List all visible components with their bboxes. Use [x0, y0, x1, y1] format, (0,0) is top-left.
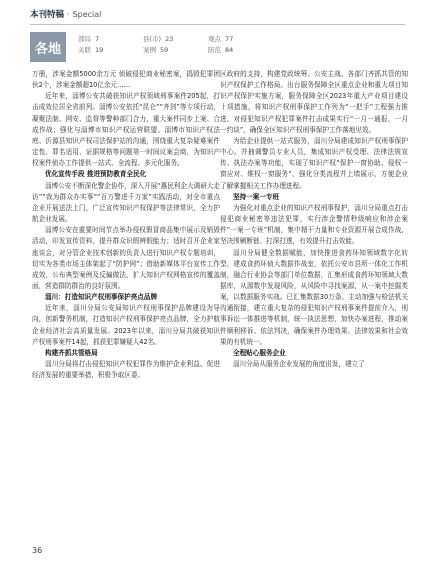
stats-row: [78, 45, 273, 56]
body-paragraph: 淄川分局将打击侵犯知识产权犯罪作为维护企业利益、促进经济发展的重要举措，积极争取区委、: [32, 360, 220, 380]
brand-chinese: 本刊特稿: [30, 10, 65, 20]
stat-item: [208, 34, 273, 45]
stat-item: [143, 34, 208, 45]
brand-english: Special: [72, 10, 102, 19]
stat-label: 观点: [208, 35, 221, 43]
brand-separator: ·: [67, 10, 70, 19]
section-subheading: 构建齐抓共管格局: [45, 348, 98, 357]
page-header: [30, 8, 405, 57]
body-paragraph: 近年来，淄博公安共破获知识产权领域刑事案件205起，打击成效位居全省前列。淄博公安依托“昆仑”“齐剑”等专项行动，凝聚法制、网安、监督等警种部门合力，重大案件同步上案、合成作战；强化与淄博市知识产权运营联盟、淄博市知识产权法庭、沂源县知识产权司法保护站的沟通，围绕重大复杂疑难案件定性、罪名适用、证据规格等问题第一时间议案会商，为知识产权案件侦办工作提供一站式、全流程、多元化服务。: [32, 92, 220, 168]
stat-value: 23: [165, 35, 174, 43]
body-paragraph: 区政府的支持，构建党政统筹、公安主战、各部门齐抓共管的知识产权保护工作格局。出台服务保障全区重点企业和重大项目知识产权保护实施方案，服务保障全区2023年重大产业项目建设十项措施，将知识产权刑事保护工作列为“一把手”工程强力推进，对侵犯知识产权犯罪案件打击成果实行“一月一通报，一月一约谈”，确保全区知识产权刑事保护工作落地见效。: [220, 70, 408, 134]
section-brand: [30, 8, 405, 20]
body-paragraph: 淄川分局健全数据赋能，加快推进食药环知领域数字化转型，建成食药环侦大数据作战室，依托公安市县所一体化工作机制，融合行业协会等部门单位数据，汇集形成食药环知领域大数据库，从源数中发现风险，从风险中寻找案源，从一案中挖掘类案，以数据服务实战。已汇集数据30万条。主动加强与检法机关沟通衔接，建立重大复杂的侵犯知识产权刑事案件提前介入，刑事诉讼一体推进等机制，统一执法思想，加快办案进程，推动案件顺利移诉、依法判决，确保案件办理效果、法律效果和社会效果的有机统一。: [220, 248, 408, 346]
region-stats: [78, 34, 273, 56]
stat-label: 关联: [78, 46, 91, 54]
section-subheading: 优化宣传手段 推进预防教育全民化: [45, 170, 147, 179]
stat-value: 84: [225, 46, 234, 54]
body-paragraph: 万册，涉案金额5000余万元 侦破侵犯商业秘密案，捣毁犯罪团伙2个，涉案金额超10亿余元……: [32, 70, 220, 90]
stat-label: 县(市): [143, 35, 162, 43]
stat-label: 部局: [78, 35, 91, 43]
stats-row: [78, 34, 273, 45]
body-paragraph: 淄博公安在重要时间节点举办侵权假冒商品集中展示及销毁活动，印发宣传资料，提升群众识假辨假能力；适时召开企业家座谈会，对分管企业技术创新的负责人进行知识产权专题培训，切实为各类市场主体架起了“防护网”；借助新媒体平台宣传工作成效，公布典型案例及反骗做法，扩大知识产权网格宣传的覆盖面，营造群防群治的良好氛围。: [32, 226, 220, 290]
body-paragraph: 为给企业提供一站式服务，淄川分局建成知识产权刑事保护中心。并抽调警员专业人员，集成知识产权受理、法律法规宣传、执法办案等功能，实现了知识产权“保护一窗协助、侵权一窗应对、维权一窗服务”，强化分类流程并上墙展示，方便企业了解掌握相关工作办理进程。: [220, 136, 408, 190]
stat-label: 防范: [208, 46, 221, 54]
section-subheading: 淄川：打造知识产权刑事保护亮点品牌: [45, 293, 158, 302]
right-column: [220, 69, 408, 370]
body-paragraph: 淄川分局从服务企业发展的角度出发，建立了: [233, 360, 365, 369]
body-paragraph: 淄博公安不断深化警企协作，深入开展“惠民利企大调研大走访”“我为群众办实事”“百万警进千万家”实践活动，对全市重点企业开展送法上门，广泛宣传知识产权保护等法律常识，全力护航企业发展。: [32, 181, 220, 224]
header-divider: [30, 24, 405, 25]
stat-item: [78, 34, 143, 45]
stat-value: 19: [95, 46, 104, 54]
body-paragraph: 为强化对重点企业的知识产权刑事保护，淄川分局重点打击侵犯商业秘密等违法犯罪，实行涉企警情秒级响应和涉企案件“一案一专班”机制，集中精干力量和专业资源开展合成作战，坚决围剿断链、打深打透，有效提升打击效能。: [220, 203, 408, 246]
stat-item: [143, 45, 208, 56]
left-column: [32, 69, 220, 381]
stat-label: 案例: [143, 46, 156, 54]
stat-item: [78, 45, 143, 56]
stat-value: 77: [225, 35, 234, 43]
region-label: 各地: [30, 32, 66, 62]
section-subheading: 全程贴心服务企业: [233, 348, 286, 357]
page-number: 36: [32, 546, 43, 555]
stat-value: 59: [160, 46, 169, 54]
section-subheading: 坚持一案一专班: [233, 192, 280, 201]
stat-value: 7: [95, 35, 100, 43]
stat-item: [208, 45, 273, 56]
body-paragraph: 近年来，淄川分局公安局知识产权刑事保护品牌建设为导向，创新警务机制，打造知识产权刑事保护亮点品牌，全力护航企业经济社会高质量发展。2023年以来，淄川分局共破获知识产权刑事案件14起，抓获犯罪嫌疑人42名。: [32, 304, 220, 346]
